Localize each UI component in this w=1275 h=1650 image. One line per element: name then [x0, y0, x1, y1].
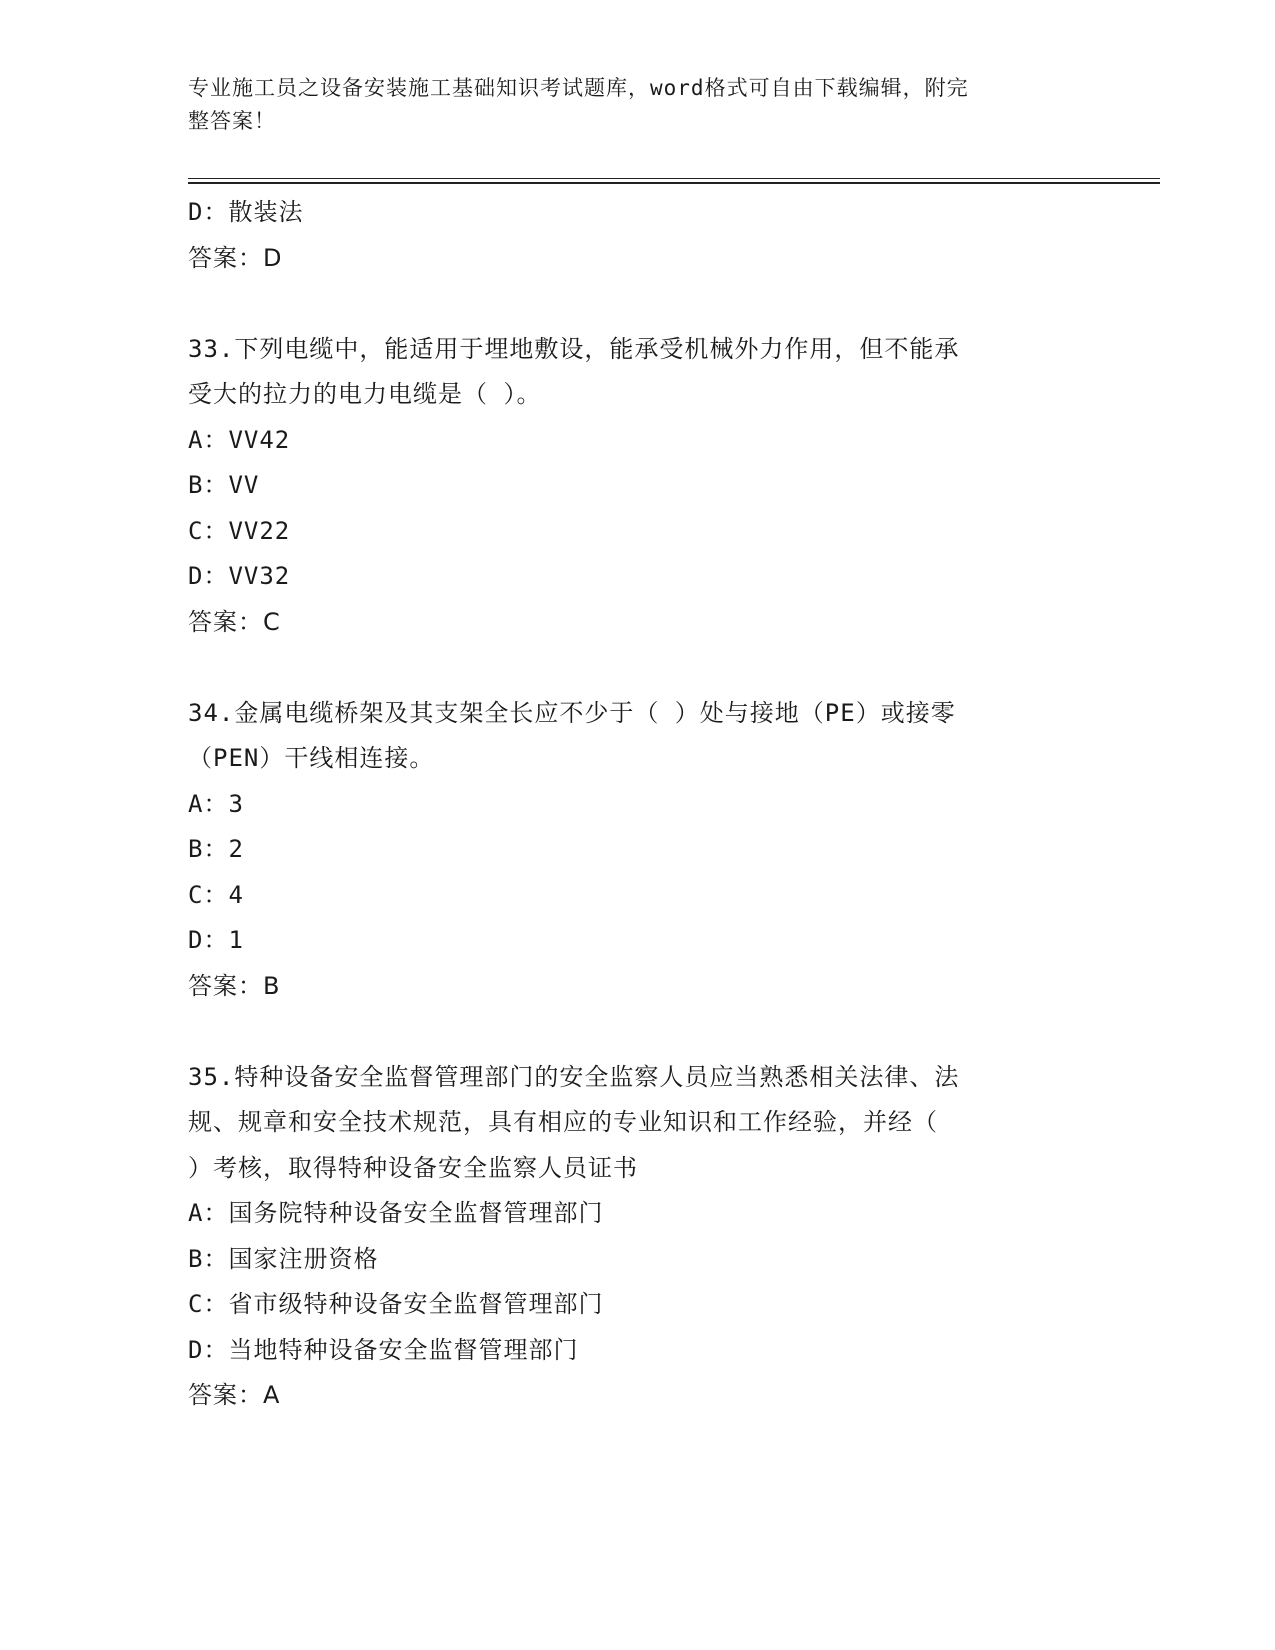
header-divider-thick: [188, 182, 1160, 184]
option-a: A：3: [188, 789, 244, 818]
header-divider-thin: [188, 178, 1160, 179]
header-line-1: 专业施工员之设备安装施工基础知识考试题库，word格式可自由下载编辑，附完: [188, 76, 969, 100]
option-c: C：VV22: [188, 516, 291, 545]
option-c: C：4: [188, 880, 244, 909]
question-stem-line: 35.特种设备安全监督管理部门的安全监察人员应当熟悉相关法律、法: [188, 1062, 960, 1091]
answer-line: 答案：B: [188, 971, 281, 1000]
question-34: [188, 691, 1088, 1010]
option-b: B：2: [188, 835, 244, 863]
option-b: B：国家注册资格: [188, 1244, 379, 1273]
spacer: [188, 1009, 1088, 1055]
option-d: D：当地特种设备安全监督管理部门: [188, 1335, 579, 1364]
question-stem-line: ）考核，取得特种设备安全监察人员证书: [188, 1153, 638, 1182]
option-d: D：散装法: [188, 198, 304, 226]
question-stem-line: 34.金属电缆桥架及其支架全长应不少于（ ）处与接地（PE）或接零: [188, 698, 956, 727]
page-header: [188, 72, 1088, 138]
option-d: D：VV32: [188, 562, 291, 590]
question-stem-line: 受大的拉力的电力电缆是（ ）。: [188, 380, 542, 408]
answer-line: 答案：A: [188, 1381, 281, 1409]
option-a: A：VV42: [188, 425, 291, 454]
previous-question-tail: [188, 190, 1088, 281]
spacer: [188, 645, 1088, 691]
question-33: [188, 327, 1088, 646]
question-list: [188, 190, 1088, 1419]
header-line-2: 整答案！: [188, 109, 276, 133]
question-stem-line: 33.下列电缆中，能适用于埋地敷设，能承受机械外力作用，但不能承: [188, 334, 960, 363]
question-stem-line: 规、规章和安全技术规范，具有相应的专业知识和工作经验，并经（: [188, 1108, 938, 1136]
option-b: B：VV: [188, 471, 260, 499]
question-35: [188, 1055, 1088, 1419]
answer-line: 答案：D: [188, 243, 283, 272]
option-a: A：国务院特种设备安全监督管理部门: [188, 1199, 604, 1227]
spacer: [188, 281, 1088, 327]
answer-line: 答案：C: [188, 607, 281, 636]
option-d: D：1: [188, 926, 244, 954]
question-stem-line: （PEN）干线相连接。: [188, 744, 435, 772]
option-c: C：省市级特种设备安全监督管理部门: [188, 1290, 604, 1318]
